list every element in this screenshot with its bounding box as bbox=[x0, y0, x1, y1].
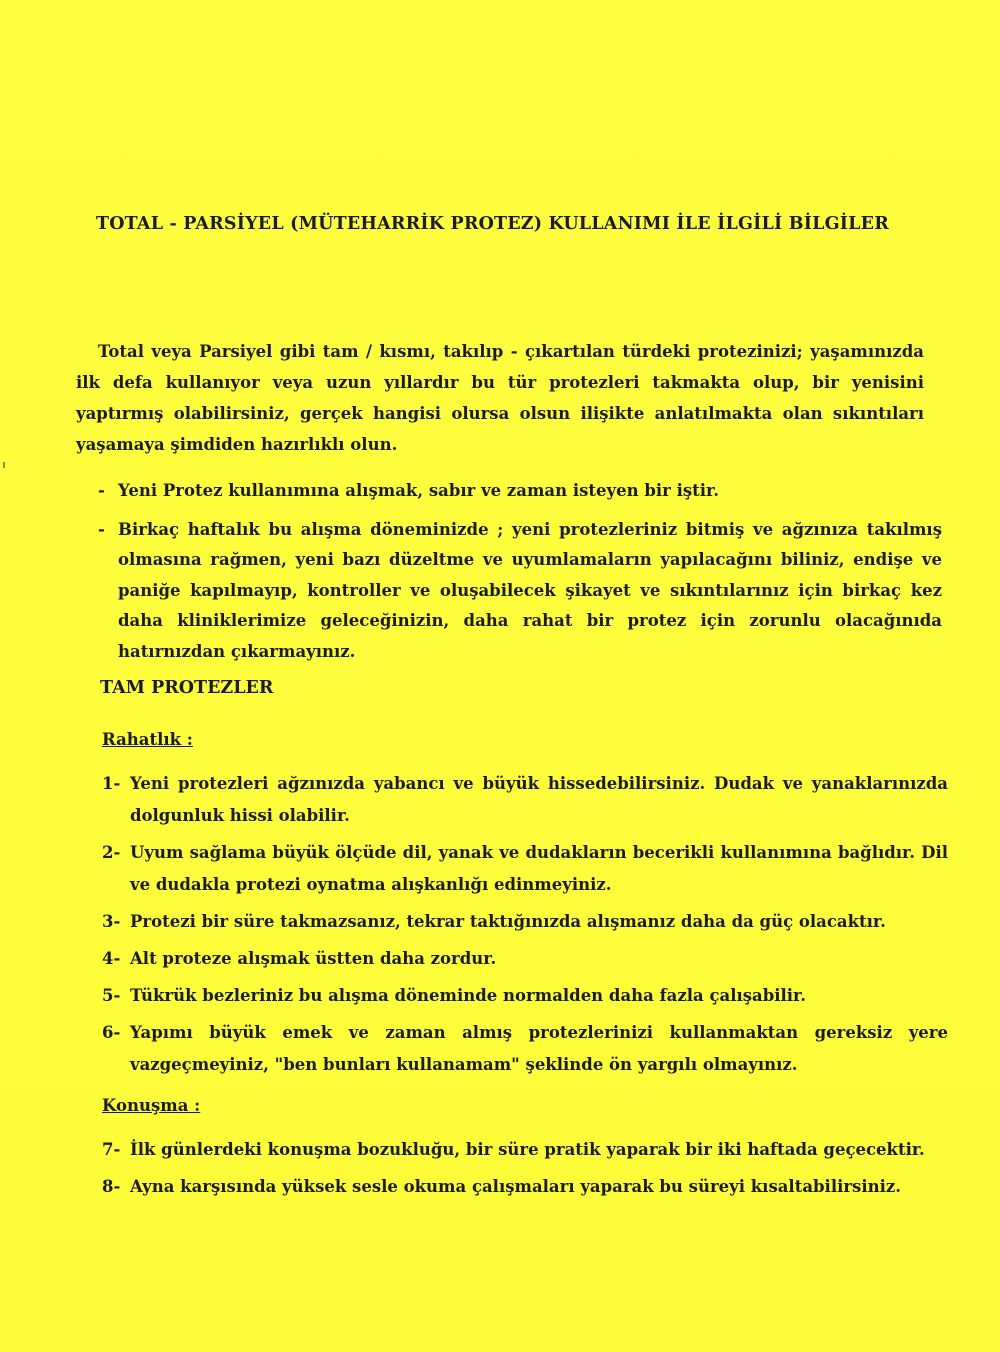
bullet-item bbox=[96, 515, 942, 668]
bullet-item bbox=[96, 476, 942, 507]
bullet-marker: - bbox=[98, 481, 105, 500]
item-number: 1- bbox=[102, 774, 121, 793]
list-item bbox=[102, 1171, 948, 1203]
subheading-konusma: Konuşma : bbox=[102, 1096, 201, 1115]
item-number: 2- bbox=[102, 843, 121, 862]
list-item bbox=[102, 768, 948, 832]
konusma-list bbox=[102, 1134, 948, 1208]
list-item bbox=[102, 980, 948, 1012]
list-item bbox=[102, 906, 948, 938]
item-text: Protezi bir süre takmazsanız, tekrar taktığınızda alışmanız daha da güç olacaktır. bbox=[130, 912, 886, 931]
list-item bbox=[102, 1017, 948, 1081]
item-number: 8- bbox=[102, 1177, 121, 1196]
item-number: 4- bbox=[102, 949, 121, 968]
item-number: 5- bbox=[102, 986, 121, 1005]
section-heading-tam-protezler: TAM PROTEZLER bbox=[100, 678, 274, 698]
item-number: 3- bbox=[102, 912, 121, 931]
bullet-text: Yeni Protez kullanımına alışmak, sabır ve zaman isteyen bir iştir. bbox=[118, 481, 719, 500]
item-number: 7- bbox=[102, 1140, 121, 1159]
item-text: Tükrük bezleriniz bu alışma döneminde normalden daha fazla çalışabilir. bbox=[130, 986, 806, 1005]
list-item bbox=[102, 943, 948, 975]
item-text: Yeni protezleri ağzınızda yabancı ve büyük hissedebilirsiniz. Dudak ve yanaklarınızda dolgunluk hissi olabilir. bbox=[130, 774, 948, 825]
item-text: Yapımı büyük emek ve zaman almış protezlerinizi kullanmaktan gereksiz yere vazgeçmeyiniz, "ben bunları kullanamam" şeklinde ön yargılı olmayınız. bbox=[130, 1023, 948, 1074]
list-item bbox=[102, 1134, 948, 1166]
subheading-rahatlik: Rahatlık : bbox=[102, 730, 193, 749]
item-text: İlk günlerdeki konuşma bozukluğu, bir süre pratik yaparak bir iki haftada geçecektir. bbox=[130, 1140, 925, 1159]
bullet-list bbox=[96, 476, 942, 675]
bullet-text: Birkaç haftalık bu alışma döneminizde ; yeni protezleriniz bitmiş ve ağzınıza takılmış olmasına rağmen, yeni bazı düzeltme ve uyumlamaların yapılacağını biliniz, endişe ve paniğe kapılmayıp, kontroller ve oluşabilecek şikayet ve sıkıntılarınız için birkaç kez daha kliniklerimize geleceğinizin, daha rahat bir protez için zorunlu olacağınıda hatırnızdan çıkarmayınız. bbox=[118, 519, 942, 661]
item-text: Uyum sağlama büyük ölçüde dil, yanak ve dudakların becerikli kullanımına bağlıdır. Dil ve dudakla protezi oynatma alışkanlığı edinmeyiniz. bbox=[130, 843, 948, 894]
item-text: Ayna karşısında yüksek sesle okuma çalışmaları yaparak bu süreyi kısaltabilirsiniz. bbox=[130, 1177, 901, 1196]
rahatlik-list bbox=[102, 768, 948, 1086]
item-text: Alt proteze alışmak üstten daha zordur. bbox=[130, 949, 497, 968]
bullet-marker: - bbox=[98, 519, 105, 539]
list-item bbox=[102, 837, 948, 901]
document-title: TOTAL - PARSİYEL (MÜTEHARRİK PROTEZ) KULLANIMI İLE İLGİLİ BİLGİLER bbox=[96, 214, 889, 234]
margin-mark bbox=[3, 462, 5, 468]
item-number: 6- bbox=[102, 1023, 121, 1042]
intro-paragraph: Total veya Parsiyel gibi tam / kısmı, takılıp - çıkartılan türdeki protezinizi; yaşamınızda ilk defa kullanıyor veya uzun yıllardır bu tür protezleri takmakta olup, bir yenisini yaptırmış olabilirsiniz, gerçek hangisi olursa olsun ilişikte anlatılmakta olan sıkıntıları yaşamaya şimdiden hazırlıklı olun. bbox=[76, 342, 924, 454]
